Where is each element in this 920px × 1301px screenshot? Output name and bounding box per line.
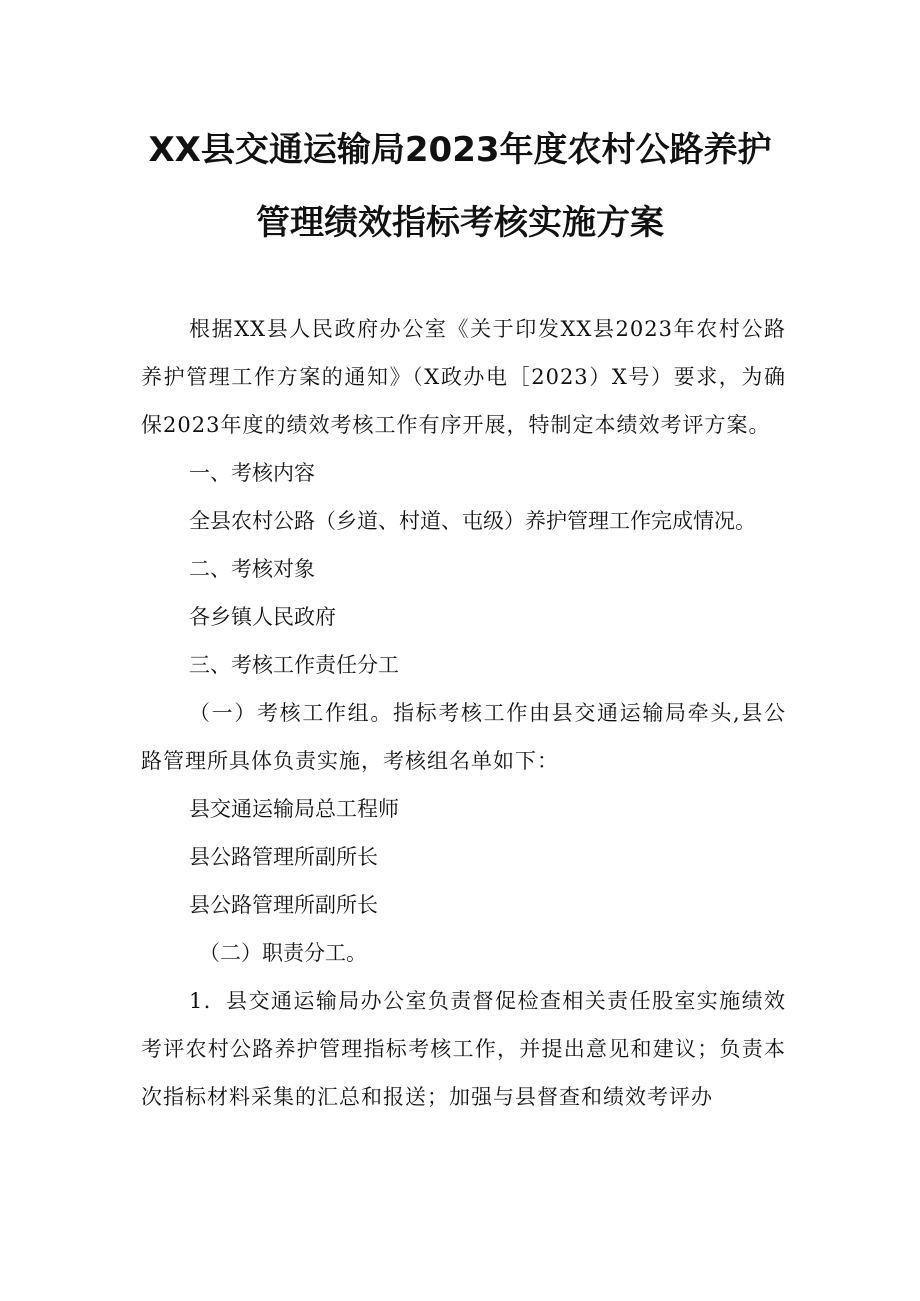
intro-paragraph: 根据XX县人民政府办公室《关于印发XX县2023年农村公路养护管理工作方案的通知》（X政办电［2023）X号）要求，为确保2023年度的绩效考核工作有序开展，特制定本绩效考评方案。 (141, 317, 786, 437)
document-title-line-1: XX县交通运输局2023年度农村公路养护 (148, 130, 772, 170)
subsection-working-group: （一）考核工作组。指标考核工作由县交通运输局牵头,县公路管理所具体负责实施，考核组名单如下： (141, 701, 786, 773)
section-text-content: 全县农村公路（乡道、村道、屯级）养护管理工作完成情况。 (189, 509, 756, 533)
section-heading-targets: 二、考核对象 (189, 557, 315, 581)
section-heading-responsibilities: 三、考核工作责任分工 (189, 653, 399, 677)
section-heading-content: 一、考核内容 (189, 461, 315, 485)
duty-item-1: 1．县交通运输局办公室负责督促检查相关责任股室实施绩效考评农村公路养护管理指标考核工作，并提出意见和建议；负责本次指标材料采集的汇总和报送；加强与县督查和绩效考评办 (141, 989, 786, 1109)
member-list-item: 县交通运输局总工程师 (189, 797, 399, 821)
subsection-heading-duties: （二）职责分工。 (199, 941, 367, 965)
member-list-item: 县公路管理所副所长 (189, 845, 378, 869)
document-body (141, 305, 786, 1121)
section-text-targets: 各乡镇人民政府 (189, 605, 336, 629)
member-list-item: 县公路管理所副所长 (189, 893, 378, 917)
document-title-line-2: 管理绩效指标考核实施方案 (256, 203, 664, 243)
